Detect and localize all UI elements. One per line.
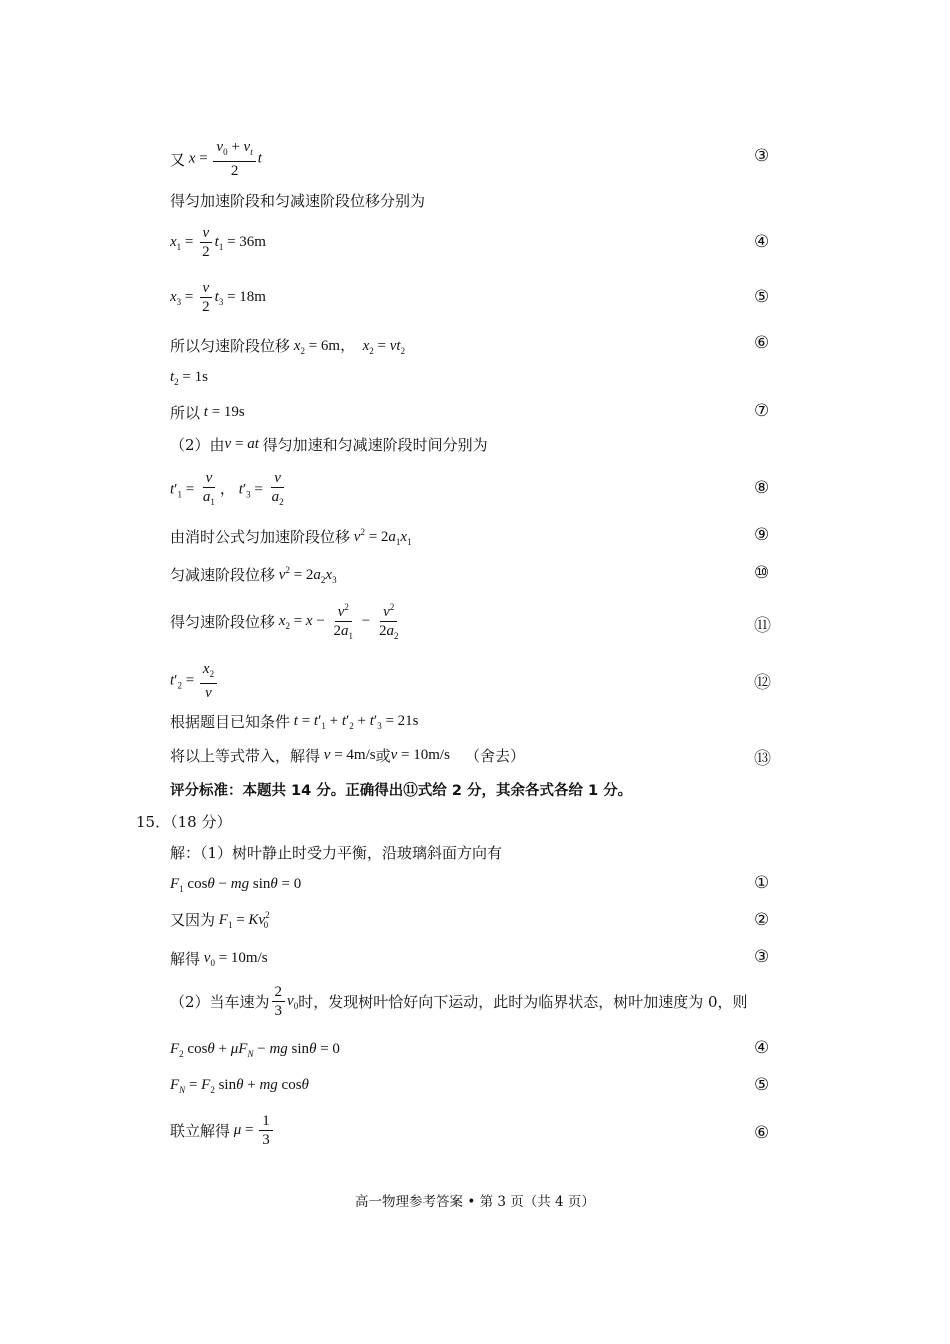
eq-line-13 [170, 660, 219, 702]
equation: v = 4m/s [323, 747, 376, 763]
text: 得匀加速和匀减速阶段时间分别为 [262, 436, 488, 454]
value-v0: 10m/s [230, 949, 268, 966]
text: 所以匀速阶段位移 [170, 336, 291, 355]
text: 得匀速阶段位移 [170, 613, 276, 631]
ratio-den: 3 [274, 1003, 283, 1019]
equation: $t_2 = 1s$ [170, 369, 208, 387]
q15-eq-5 [170, 1041, 340, 1059]
value-t2: 1s [194, 369, 208, 385]
equation: v = at [224, 436, 259, 452]
equation: $t = t'_1 + t'_2 + t'_3 = 21s$ [293, 712, 419, 731]
value-v-b: 10m/s [413, 747, 450, 763]
marker: ⑫ [754, 673, 771, 693]
equation: x = $\frac{v_0 + v_t}{2}$ t [188, 139, 262, 179]
eq-line-5 [170, 334, 405, 356]
text: （2）由 [170, 436, 225, 454]
marker: ⑬ [754, 749, 771, 769]
value-t: 19s [223, 404, 245, 420]
text: 时，发现树叶恰好向下运动，此时为临界状态，树叶加速度为 0，则 [298, 993, 748, 1011]
marker: ③ [754, 146, 770, 166]
value-x2: 6m [320, 338, 341, 354]
text: 得匀加速阶段和匀减速阶段位移分别为 [170, 192, 426, 210]
q15-eq-4 [170, 983, 748, 1020]
marker: ⑤ [754, 1075, 770, 1095]
equation: $x_2 = x$ − $\frac{v^2}{2a_1}$ − $\frac{v^2}{2a_2}$ [275, 598, 404, 645]
text: （2）当车速为 [170, 993, 270, 1011]
marker: ② [754, 910, 770, 930]
grading-note: 评分标准：本题共 14 分。正确得出⑪式给 2 分，其余各式各给 1 分。 [170, 783, 633, 799]
equation: $v_0 = 10m/s$ [203, 949, 268, 968]
text: （舍去） [464, 747, 525, 765]
q15-eq-1 [170, 876, 301, 894]
marker: ⑧ [754, 478, 770, 498]
marker: ⑥ [754, 1123, 770, 1143]
marker: ① [754, 873, 770, 893]
eq-line-1 [170, 138, 262, 180]
text: 将以上等式带入，解得 [170, 747, 321, 765]
equation: $x_2 = 6m$， $x_2 = vt_2$ [293, 338, 406, 356]
text-line [170, 190, 425, 211]
equation: $v^2 = 2a_2x_3$ [278, 564, 337, 585]
equation: $F_1 = Kv^2_0$ [218, 909, 270, 930]
equation: t = 19s [203, 404, 245, 420]
q15-eq-6 [170, 1077, 309, 1095]
page-footer: 高一物理参考答案 • 第 3 页（共 4 页） [355, 1194, 595, 1210]
eq-line-12 [170, 598, 404, 645]
text: 根据题目已知条件 [170, 713, 291, 731]
eq-line-10 [170, 526, 412, 547]
marker: ⑪ [754, 616, 771, 636]
q15-intro [170, 842, 502, 863]
mu-num: 1 [259, 1112, 273, 1131]
eq-line-9 [170, 469, 289, 511]
text: 又 [170, 150, 186, 169]
equation: $F_2$ $\cos\theta + \mu F_N$ − mg sinθ = 0 [170, 1041, 340, 1059]
marker: ⑨ [754, 525, 770, 545]
text: 匀减速阶段位移 [170, 566, 276, 584]
equation: $\frac{2}{3}$ $v_0$ [270, 983, 299, 1020]
text: 由消时公式匀加速阶段位移 [170, 528, 351, 546]
eq-line-14 [170, 711, 419, 732]
equation: μ = $\frac{1}{3}$ [230, 1112, 275, 1149]
eq-line-15 [170, 745, 525, 766]
text: 解得 [170, 950, 201, 968]
text: 又因为 [170, 911, 216, 929]
eq-line-7 [170, 402, 245, 423]
mu-den: 3 [262, 1132, 270, 1148]
eq-line-8 [170, 434, 488, 455]
marker: ③ [754, 947, 770, 967]
value-v-a: 4m/s [346, 747, 376, 763]
value-x3: 18m [239, 288, 266, 305]
eq-line-6 [170, 369, 208, 387]
text: 解：（1）树叶静止时受力平衡，沿玻璃斜面方向有 [170, 844, 503, 862]
marker: ⑦ [754, 401, 770, 421]
q15-eq-3 [170, 948, 268, 969]
question-number: 15．（18 分） [136, 813, 232, 831]
equation: $x_3$ = $\frac{v}{2}$ $t_3 = 18m$ [170, 280, 266, 315]
marker: ④ [754, 232, 770, 252]
text: 或 [375, 747, 391, 765]
equation: $F_1$ cosθ − mg sinθ = 0 [170, 876, 302, 894]
equation: $t'_1$ = $\frac{v}{a_1}$ ， $t'_3$ = $\frac{v}{a_2}$ [170, 470, 284, 507]
text: 联立解得 [170, 1122, 231, 1140]
marker: ⑩ [754, 563, 770, 583]
ratio-num: 2 [272, 983, 286, 1002]
q15-eq-2 [170, 909, 268, 930]
equation: $t'_2$ = $\frac{x_2}{v}$ [170, 660, 219, 702]
eq-line-3 [170, 224, 266, 261]
equation: $F_N = F_2$ sinθ + mg cosθ [170, 1077, 309, 1095]
eq-line-4 [170, 279, 266, 316]
marker: ⑤ [754, 287, 770, 307]
marker: ⑥ [754, 333, 770, 353]
value-x1: 36m [239, 233, 266, 250]
value-t-total: 21s [397, 712, 419, 729]
equation: $v^2 = 2a_1x_1$ [353, 526, 412, 547]
marker: ④ [754, 1038, 770, 1058]
eq-line-11 [170, 564, 337, 585]
q15-eq-7 [170, 1112, 275, 1149]
equation: $x_1$ = $\frac{v}{2}$ $t_1 = 36m$ [170, 225, 266, 260]
text: 所以 [170, 404, 201, 422]
equation: v = 10m/s [390, 747, 450, 763]
